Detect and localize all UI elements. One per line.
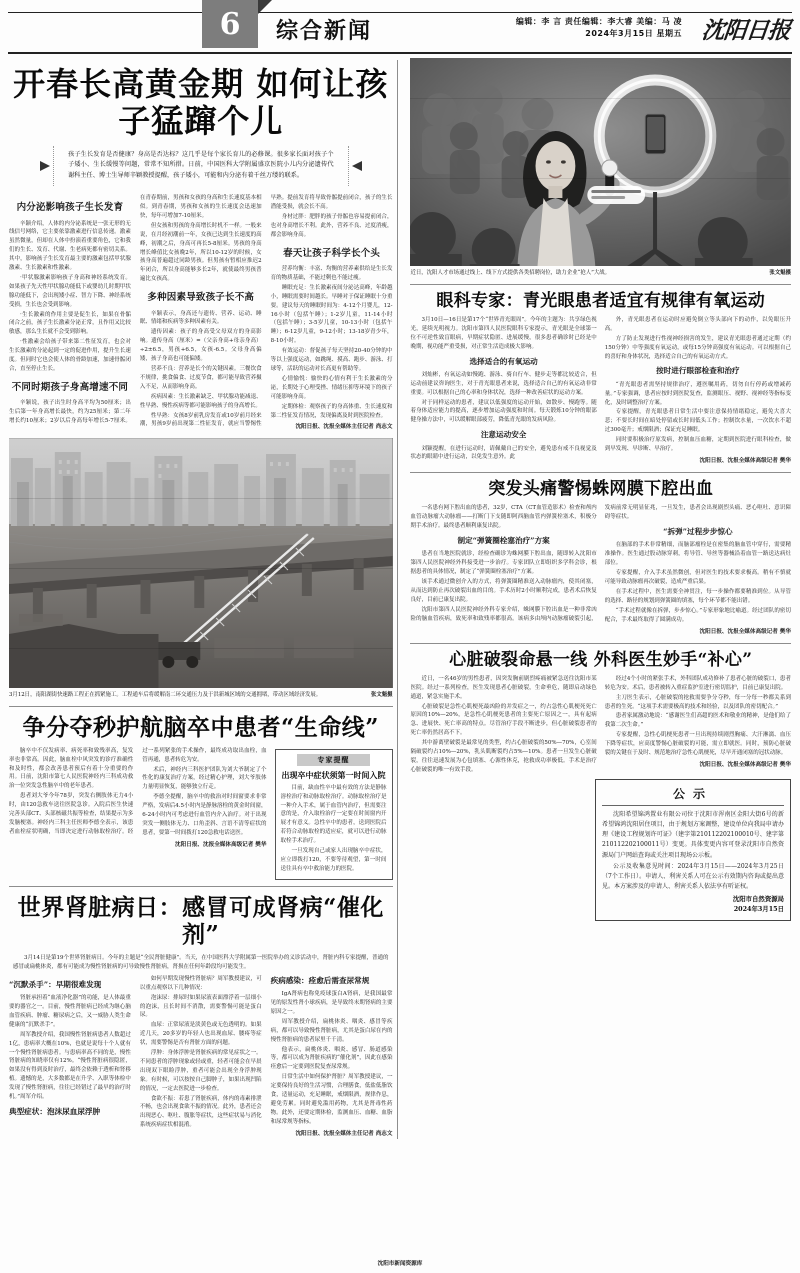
subhead-coil-embolization: 制定“弹簧圈栓塞治疗”方案: [457, 535, 550, 545]
paragraph: 辛颖说，孩子出生时身高平均为50厘米；出生后第一年身高增长最快，约为25厘米；第二年增长约10厘米；2岁以后身高每年增长5-7厘米。在青春期前，男孩和女孩的身高和生长速度基本相似。到青春期，男孩和女孩的生长速度会迅速加快，每年可增加7-10厘米。: [9, 195, 262, 425]
paragraph: ·甲状腺激素影响孩子身高和神经系统发育。如果孩子先天性甲状腺功能低下或婴幼儿时期甲状腺功能低下，会出现矮小症、智力下降、神经系统受损，生长也会受到影响。: [9, 274, 131, 308]
paragraph: 患者刘大爷今年78岁，突发右侧肢体无力4小时，由120急救车送往医院急诊。入院后医生快速完善头部CT、头部核磁共振等检查，结果提示为多发脑梗塞。神经内三科主任医师李德全表示，该患者血栓症状明确，当即决定进行动脉取栓治疗。经过一系列紧张的手术操作，最终成功取出血栓，血管再通，患者转危为安。: [9, 747, 267, 835]
subhead-defusing: “拆弹”过程步步惊心: [663, 527, 733, 537]
masthead-top-rule: [8, 12, 792, 13]
lead-story-standfirst: [53, 146, 349, 187]
standfirst-text: 孩子生长发育是否健康？身高是否达标？这几乎是每个家长育儿的必修课。很多家长面对孩子个子矮小、生长缓慢等问题，常常不知所措。日前，中国医科大学附属盛京医院小儿内分泌遗传代谢科主任、博士生导师辛颖教授提醒，孩子矮小，可能和内分泌有着千丝万缕的联系。: [68, 150, 334, 180]
hemorrhage-story-headline: 突发头痛警惕蛛网膜下腔出血: [488, 479, 714, 500]
lead-story-columns: [9, 194, 393, 432]
paragraph: 遗传因素：孩子的身高受父母双方的身高影响。遗传身高（厘米）=（父亲身高+母亲身高）÷2±6.5，男孩+6.5，女孩-6.5。父母身高偏矮，孩子身高也可能偏矮。: [139, 329, 262, 363]
paragraph: 沈阳希望锦鸿置业有限公司位于沈阳市浑南区金阳大街6号的新希望锦鸿沈阳居住项目，由于规划方案调整，建设单位向我局申请办理《建设工程规划许可证》（建字第210112202100010号、建字第210112202100011号）变更。具体变更内容可登录沈阳市自然资源局门户网站查询或关注项目现场公示板。: [602, 810, 784, 859]
paragraph: 脑卒中不仅发病率、病死率和致残率高，复发率也非常高。因此，脑血栓中风突发的诊疗准确性和及时性，都会改善患者预后有着十分重要的作用。日前，沈阳市第七人民医院神经内三科成功救治一位突发急性脑卒中的老年患者。: [9, 747, 134, 790]
heart-story-columns: [410, 675, 791, 775]
paragraph: 刘颖提醒，在进行运动时，请佩戴自己的安全，避免患有戒不良视觉及状态的眼睛中进行运动，以免发生意外。此: [410, 445, 597, 461]
stroke-story-headline: 争分夺秒护航脑卒中患者“生命线”: [22, 714, 379, 742]
subhead-silent-killer: “沉默杀手”：早期很难发现: [9, 979, 102, 989]
lead-story-headline: 开春长高黄金期 如何让孩子猛蹿个儿: [13, 65, 389, 140]
expert-tip-title: 出现卒中症状须第一时间入院: [281, 769, 386, 780]
paragraph: “青光眼患者需坚持规律治疗，遵医嘱用药，切勿自行停药或增减药量。”专家强调，患者应按时到医院复查，监测眼压、视野、视神经等指标变化，及时调整治疗方案。: [604, 381, 791, 406]
paragraph: 日常生活中如何保护肾脏？周军教授建议，一定要保持良好的生活习惯，合理膳食，低盐低脂饮食，适量运动，充足睡眠，戒烟限酒，规律作息，避免劳累。同时避免滥用药物，尤其是肾毒性药物。此外，还要定期体检，监测血压、血糖、血脂和尿常规等指标。: [270, 1074, 393, 1125]
lead-story: [9, 66, 393, 432]
paragraph: 该手术通过微创介入的方式，将弹簧圈精准送入动脉瘤内，使其闭塞，从而达到防止再次破裂出血的目的。手术历时2小时顺利完成，患者术后恢复良好，目前已康复出院。: [410, 579, 597, 603]
paragraph: 经过4个小时的紧张手术，外科团队成功修补了患者心脏的破裂口，患者转危为安。术后，患者被转入重症监护室进行密切监护，目前已康复出院。: [604, 675, 791, 691]
column-divider: [397, 60, 407, 1139]
notice-signer-name: 沈阳市自然资源局: [732, 895, 784, 904]
photo-credit: 张文魁摄: [370, 692, 393, 699]
paragraph: 目前，缺血性卒中最有效的方法是静脉溶栓治疗和动脉取栓治疗。动脉取栓治疗是一种介入手术，属于血管内治疗，但需要注意的是，介入取栓治疗一定要在时间窗内开展才有意义。急性卒中的患者，送到医院后若符合动脉取栓的适应症，就可以进行动脉取栓手术治疗。: [280, 784, 387, 845]
paragraph: “手术过程就像在拆弹，步步惊心。”专家形象地比喻道。经过团队的密切配合，手术最终取得了圆满成功。: [604, 607, 791, 623]
stroke-story: [9, 714, 393, 880]
paragraph: 公示及收集意见时间：2024年3月15日——2024年3月25日（7个工作日）。申请人、利害关系人可在公示有效期内咨询或提出意见。本方案涉及的申请人、利害关系人依法享有听证权。: [602, 862, 784, 891]
stroke-story-columns: [9, 747, 267, 880]
editor-line: 编辑：李 言 责任编辑：李大睿 美编：马 凌: [515, 17, 682, 26]
masthead: [0, 0, 800, 54]
caption-text: 近日，沈阳人才市场通过线上、线下方式提供各类招聘岗位，助力企业“抢人”大战。: [410, 270, 611, 276]
construction-photo: [9, 438, 393, 688]
paragraph: 周军教授介绍，扁桃体炎、咽炎、感冒等疾病，都可以导致慢性肾脏病，尤其是蛋白尿在内的慢性肾脏病的患者尿里千千清。: [270, 1018, 393, 1043]
construction-photo-caption: [9, 691, 393, 700]
divider: [410, 643, 791, 644]
heart-story: [410, 650, 791, 775]
triangle-left-icon: [40, 161, 50, 171]
subhead-infection: 疾病感染：痊愈后需查尿常规: [270, 975, 370, 985]
paragraph: 心脏破裂是急性心肌梗死最凶险的并发症之一，约占急性心肌梗死死亡原因的10%—20%，是急性心肌梗死患者的主要死亡原因之一，具有起病急、进展快、死亡率高的特点。尽管治疗手段不断进步，但心脏破裂患者的死亡率仍然居高不下。: [410, 703, 597, 737]
paragraph: 专家提醒，青光眼患者日常生活中要注意保持情绪稳定，避免大喜大悲；不要长时间在暗处停留或长时间低头工作；控制饮水量，一次饮水不超过300毫升；戒烟限酒；保证充足睡眠。: [604, 409, 791, 434]
paragraph: 患者家属激动地说：“感谢医生们高超的医术和敬业的精神，是他们给了我第二次生命。”: [604, 713, 791, 729]
paragraph: 3月10日—16日是第17个“世界青光眼周”。今年的主题为：共享绿色视光，延续光明视力。沈阳市第四人民医院眼科专家提示，青光眼是全球第一位不可逆性致盲眼病，早期症状隐匿、进展缓慢，很多患者确诊时已经是中晚期，视功能严重受损，对正常生活造成极大影响。: [410, 316, 597, 350]
subhead-spring-growth: 春天让孩子科学长个头: [283, 247, 381, 259]
divider: [410, 284, 791, 285]
notice-sign-date: 2024年3月15日: [733, 904, 784, 913]
paragraph: 疾病因素：生长激素缺乏、甲状腺功能减退、性早熟、慢性疾病等都可能影响孩子的身高增长。: [139, 393, 262, 409]
paragraph: 在脑部的手术非常精细，而脑部瘤栓是在密集的脑血管中穿行，需要精准操作。医生通过股动脉穿刺，将导管、导丝等器械沿着血管一路送达病灶部位。: [604, 542, 791, 567]
page-body: [0, 54, 800, 1139]
jobfair-photo-graphic: [410, 58, 791, 266]
glaucoma-story-columns: [410, 316, 791, 466]
paragraph: 食欲不振：若患了肾脏疾病，体内的毒素排泄不畅，也会出现食欲不振的情况。此外，患者还会出现恶心、呕吐、腹胀等症状，这些症状易与消化系统疾病症状相混淆。: [139, 1095, 262, 1129]
paragraph: ·性激素会给孩子带来第二性征发育，也会对生长激素的分泌起到一定的促进作用，提升生长速度。但同时它也会使人体的骨龄加速，加速骨骺闭合，直至停止生长。: [9, 339, 131, 372]
kidney-story-credit: 沈阳日报、沈报全媒体主任记者 尚志文: [295, 1130, 393, 1137]
paragraph: 定期体检：观察孩子的身高体重、生长速度和第二性征发育情况，发现偏离及时到医院检查。: [270, 403, 393, 419]
paragraph: 一名患有网下腔出血的患者，32岁，CTA（CT血管造影术）检查和颅内血管动脉瘤大动脉瘤——打断门下支随即阿西脑血管内弹簧栓塞术，积极分期手术治疗。最终患者顺利康复出院。: [410, 505, 597, 530]
newspaper-logo: 沈阳日报: [700, 17, 792, 44]
paragraph: 在手术过程中，医生需要全神贯注，每一步操作都要精准到位。从导管的选择、路径的规划到弹簧圈的填塞，每个环节都不能出错。: [604, 588, 791, 604]
glaucoma-story-headline: 眼科专家：青光眼患者适宜有规律有氧运动: [436, 290, 766, 311]
page-number-corner-decoration: [258, 0, 272, 14]
expert-tip-box: [275, 749, 393, 880]
stroke-story-credit: 沈阳日报、沈报全媒体高级记者 樊华: [175, 841, 267, 848]
paragraph: 性早熟：女孩8岁前乳房发育或10岁前月经来潮，男孩9岁前出现第二性征发育，就应当警惕性早熟。提前发育将导致骨骺提前闭合，孩子的生长潜能受损，就会长不高。: [139, 195, 393, 428]
paragraph: 辛颖介绍，人体的内分泌系统是一张无形的无线信号网络，它主要依靠激素进行信息传递。激素虽然微量，但却在人体中扮演着重要角色，它和我们的生长、发育、代谢、生老病死都有密切关系。其中，影响孩子生长发育最主要的激素包括甲状腺激素、生长激素和性激素。: [9, 220, 131, 272]
paragraph: 有效运动：督促孩子每天坚持20-40分钟的中等以上强度运动，如跳绳、摸高、跑步、游泳、打球等，活跃的运动对长高更有帮助等。: [270, 348, 393, 372]
paragraph: 心情愉悦：愉快的心情有利于生长激素的分泌，长期处于心理受挫、情绪压抑等环境下的孩子可能影响身高。: [270, 375, 393, 400]
paragraph: 其中游离壁破裂是最常见的类型，约占心脏破裂的50%—70%，心室间隔破裂约占10%—20%，乳头肌断裂约占5%—10%。患者一旦发生心脏破裂，往往迅速发展为心包填塞、心源性休克，抢救成功率极低。手术是治疗心脏破裂的唯一有效手段。: [410, 740, 597, 773]
hemorrhage-story: [410, 479, 791, 637]
paragraph: 沈阳市第四人民医院神经外科专家介绍，蛛网膜下腔出血是一种非常凶险的脑血管疾病，致死率和致残率都很高。该病多由颅内动脉瘤破裂引起，发病前常无明显征兆，一旦发生，患者会出现剧烈头痛、恶心呕吐、意识障碍等症状。: [410, 505, 791, 622]
paragraph: 专家提醒，急性心肌梗死患者一旦出现持续剧烈胸痛、大汗淋漓、血压下降等症状，应高度警惕心脏破裂的可能，需立即就医。同时，预防心脏破裂的关键在于及时、规范地治疗急性心肌梗死，尽早开通闭塞的冠状动脉。: [604, 732, 791, 757]
triangle-right-icon: [352, 161, 362, 171]
right-column-pane: [410, 58, 791, 1139]
paragraph: 泡沫尿：排尿时如果尿液表面漂浮着一层细小的泡沫，且长时间不消散，需要警惕可能是蛋白尿。: [139, 994, 262, 1019]
heart-story-headline: 心脏破裂命悬一线 外科医生妙手“补心”: [449, 649, 753, 670]
paragraph: 刘灿彬，有氧运动如慢跑、游泳、骑自行车、健步走等都比较适合，但运动前建议咨询医生，对于青光眼患者来说，选择适合自己的有氧运动非常重要。可以根据自己的心率和身体状况，选择一种改善症状的运动方案。: [410, 371, 597, 396]
paragraph: 周军教授介绍，我国慢性肾脏病患者人数超过1亿，患病率大概在10%，也就是说每十个人就有一个慢性肾脏病患者。与患病率高不同的是，慢性肾脏病的知晓率仅有12%。“慢性肾脏病很隐匿，如果没有得到及时治疗，最终会依赖于透析和肾移植。遗憾的是，大多数都是在升学、入职等体检中发现了慢性肾脏病，往往已经错过了最早的治疗时机。”周军介绍。: [9, 1031, 131, 1101]
subhead-endocrine: 内分泌影响孩子生长发育: [16, 202, 124, 214]
paragraph: ·生长激素的作用主要是促生长，如果在骨骺闭合之前，孩子生长激素分泌正常，且作用又比较敏感，那么生长就不会受到影响。: [9, 311, 131, 336]
paragraph: 外，青光眼患者在运动时应避免倒立等头部向下的动作，以免眼压升高。: [604, 316, 791, 332]
public-notice-title: 公示: [672, 786, 713, 801]
kidney-story-columns: [9, 975, 393, 1139]
jobfair-photo: [410, 58, 791, 266]
heart-story-credit: 沈阳日报、沈报全媒体高级记者 樊华: [699, 761, 791, 768]
notice-signer: [602, 895, 784, 914]
photo-credit: 张文魁摄: [769, 270, 791, 276]
paragraph: 近日，一名46岁的男性患者，因突发胸前剧烈疼痛被紧急送往沈阳市某医院。经过一系列检查，医生发现患者心脏破裂，生命垂危，随即启动绿色通道，紧急实施手术。: [410, 675, 597, 700]
paragraph: 同时要积极治疗原发病，控制血压血糖，定期到医院进行眼科检查，做到早发现、早诊断、早治疗。: [604, 437, 791, 453]
paragraph: 一旦发现自己或家人出现脑卒中症状，应立即拨打120，不要等待观望，第一时间送往具有卒中救治能力的医院。: [280, 848, 387, 872]
kidney-story: [9, 894, 393, 1139]
public-notice-box: [595, 779, 791, 921]
paragraph: 营养不良：营养是长个的关键因素。三餐饮食不规律，挑食偏食、过度节食，都可能导致营养摄入不足，从而影响身高。: [139, 366, 262, 390]
lead-story-credit: 沈阳日报、沈报全媒体主任记者 尚志文: [295, 424, 393, 431]
masthead-bottom-rule: [8, 52, 792, 54]
page-footer: 沈阳市新闻资源库: [377, 1261, 423, 1267]
divider: [602, 805, 784, 806]
paragraph: 对于同样运动的患者，建议以低强度的运动开始，如散步、慢跑等。随着身体适应能力的提高，逐步增加运动强度和时间。每天锻炼10分钟的眼部健身操方法中，可以缓解眼部疲劳，降低青光眼的发病风险。: [410, 399, 597, 424]
page-number-badge: 6: [202, 0, 258, 48]
glaucoma-story-credit: 沈阳日报、沈报全媒体高级记者 樊华: [699, 457, 791, 464]
paragraph: IgA肾病也称免疫球蛋白A肾病，是我国最常见的原发性肾小球疾病，是导致终末期肾病的主要原因之一。: [270, 991, 393, 1015]
kidney-story-headline: 世界肾脏病日：感冒可成肾病“催化剂”: [17, 893, 384, 949]
section-title: 综合新闻: [276, 18, 373, 44]
divider: [410, 472, 791, 473]
subhead-symptoms: 典型症状：泡沫尿血尿浮肿: [9, 1106, 101, 1116]
paragraph: 李德全提醒，脑卒中的救治对时间窗要求非常严格，发病后4.5小时内是静脉溶栓的黄金时间窗，6-24小时内可考虑进行血管内介入治疗。对于出现突发一侧肢体无力、口角歪斜、言语不清等症状的患者，要第一时间拨打120急救电话送医。: [142, 794, 267, 836]
subhead-factors: 多种因素导致孩子长不高: [147, 292, 255, 304]
subhead-exercise-safety: 注意运动安全: [480, 430, 527, 440]
subhead-aerobic: 选择适合的有氧运动: [469, 356, 538, 366]
paragraph: 他表示，扁桃体炎、咽炎、感冒、肠道感染等，都可以成为肾脏疾病的“催化剂”，因此在感染痊愈后一定要到医院复查尿常规。: [270, 1046, 393, 1071]
paragraph: 睡眠充足：生长激素夜间分泌达高峰，年龄越小，睡眠需要时间越长。早睡对于保证睡眠十分重要。建议每天的睡眠时间为：4-12个月婴儿，12-16小时（包括午睡）；1-2岁儿童，11-14小时（包括午睡）；3-5岁儿童，10-13小时（包括午睡）；6-12岁儿童，9-12小时；13-18岁青少年，8-10小时。: [270, 284, 393, 345]
divider: [9, 706, 393, 707]
hemorrhage-story-columns: [410, 504, 791, 636]
glaucoma-story: [410, 291, 791, 466]
subhead-eye-exam: 按时进行眼部检查和治疗: [656, 366, 740, 376]
hemorrhage-story-credit: 沈阳日报、沈报全媒体高级记者 樊华: [699, 628, 791, 635]
kidney-story-lead: 3月14日是第19个世界肾脏病日。今年的主题是“全民肾脏健康”。当天，在中国医科大学附属第一医院举办的义诊活动中，肾脏内科专家提醒，普通的感冒或扁桃体炎，都有可能成为慢性肾脏病的可导致慢性肾脏病，肾损在任何年龄段均可能发生。: [13, 954, 389, 970]
paragraph: 患者在当地医院就诊，经检查确诊为蛛网膜下腔出血，随即转入沈阳市第四人民医院神经外科接受进一步治疗。专家团队立即组织多学科会诊，根据患者的具体情况，制定了“弹簧圈栓塞治疗”方案。: [410, 551, 597, 576]
left-column-pane: [9, 58, 393, 1139]
jobfair-photo-caption: [410, 269, 791, 278]
caption-text: 3月12日，南阳湖街快速路工程正在抓紧施工。工程通车后将缓解南二环交通压力及于洪新城区域的交通拥堵，带动区域经济发展。: [9, 692, 322, 699]
construction-photo-graphic: [9, 438, 393, 688]
paragraph: 如何早期发现慢性肾脏病？周军教授建议，可以重点观察以下几种情况：: [139, 975, 262, 991]
paragraph: 主刀医生表示，心脏破裂的抢救需要争分夺秒，每一分每一秒都关系到患者的生死。“这项手术需要极高的技术和经验，以及团队的密切配合。”: [604, 694, 791, 710]
publication-date: 2024年3月15日 星期五: [585, 28, 682, 38]
paragraph: 辛颖表示，身高还与遗传、营养、运动、睡眠、情绪和疾病等多种因素有关。: [139, 310, 262, 326]
paragraph: 身材过胖：肥胖的孩子骨骺也容易提前闭合，也对身高增长不利。此外，营养不良、过度消瘦，都会影响身高。: [270, 213, 393, 238]
paragraph: 但女孩和男孩的身高增长时机不一样。一般来说，在月经初潮前一年，女孩已达到生长速度的高峰，初潮之后，身高可再长5-8厘米。男孩的身高增长峰值比女孩晚2年，所以10-12岁的时候，女孩身高普遍超过同龄男孩。但男孩有暂相应推迟2年闭合，所以身高能够多长2年，就使最终男孩普遍比女孩高。: [139, 222, 262, 283]
paragraph: 肾脏承担着“血液净化器”的功能，是人体最重要的器官之一。目前，慢性肾脏病已经成为继心脑血管疾病、肿瘤、糖尿病之后，又一威胁人类生命健康的“沉默杀手”。: [9, 995, 131, 1028]
editor-credits: [516, 16, 682, 39]
subhead-growth-rate: 不同时期孩子身高增速不同: [11, 381, 129, 393]
paragraph: 术后，神经内三科医护团队为刘大爷制定了个性化的康复治疗方案，经过精心护理，刘大爷肢体力量明显恢复，能够独立行走。: [142, 766, 267, 791]
paragraph: 浮肿：身体浮肿是肾脏疾病的常见症状之一。不同患者的浮肿现象或轻或重，轻者可能会在早晨出现双下眼睑浮肿，重者可能会出现全身浮肿现象。有时候，可以按按自己脚肿子，如果出现凹陷的情况，一定去医院进一步检查。: [139, 1050, 262, 1092]
divider: [9, 886, 393, 887]
jobfair-photo-block: [410, 58, 791, 278]
expert-tip-tag: 专家提醒: [297, 754, 369, 766]
paragraph: 专家提醒，介入手术虽然微创，但对医生的技术要求极高。稍有不慎就可能导致动脉瘤再次破裂，造成严重后果。: [604, 570, 791, 585]
paragraph: 营养均衡：丰富、均衡的营养素供给是生长发育的物质基础，不能过剩也不能过瘦。: [270, 266, 393, 281]
paragraph: 血尿：正常尿液是淡黄色或无色透明的。如果近几天，20多岁的年轻人也出现血尿、腰疼等症状，需要警惕是否有肾脏方面的问题。: [139, 1022, 262, 1047]
construction-photo-block: [9, 438, 393, 700]
paragraph: 方了防止发现进行性视神经损害的发生，建议青光眼患者通过定期（约150分钟）中等强度有氧运动，或每15分钟高强度有氧运动。可以根据自己的喜好和身体状况，选择适合自己的有氧运动方式。: [604, 335, 791, 360]
